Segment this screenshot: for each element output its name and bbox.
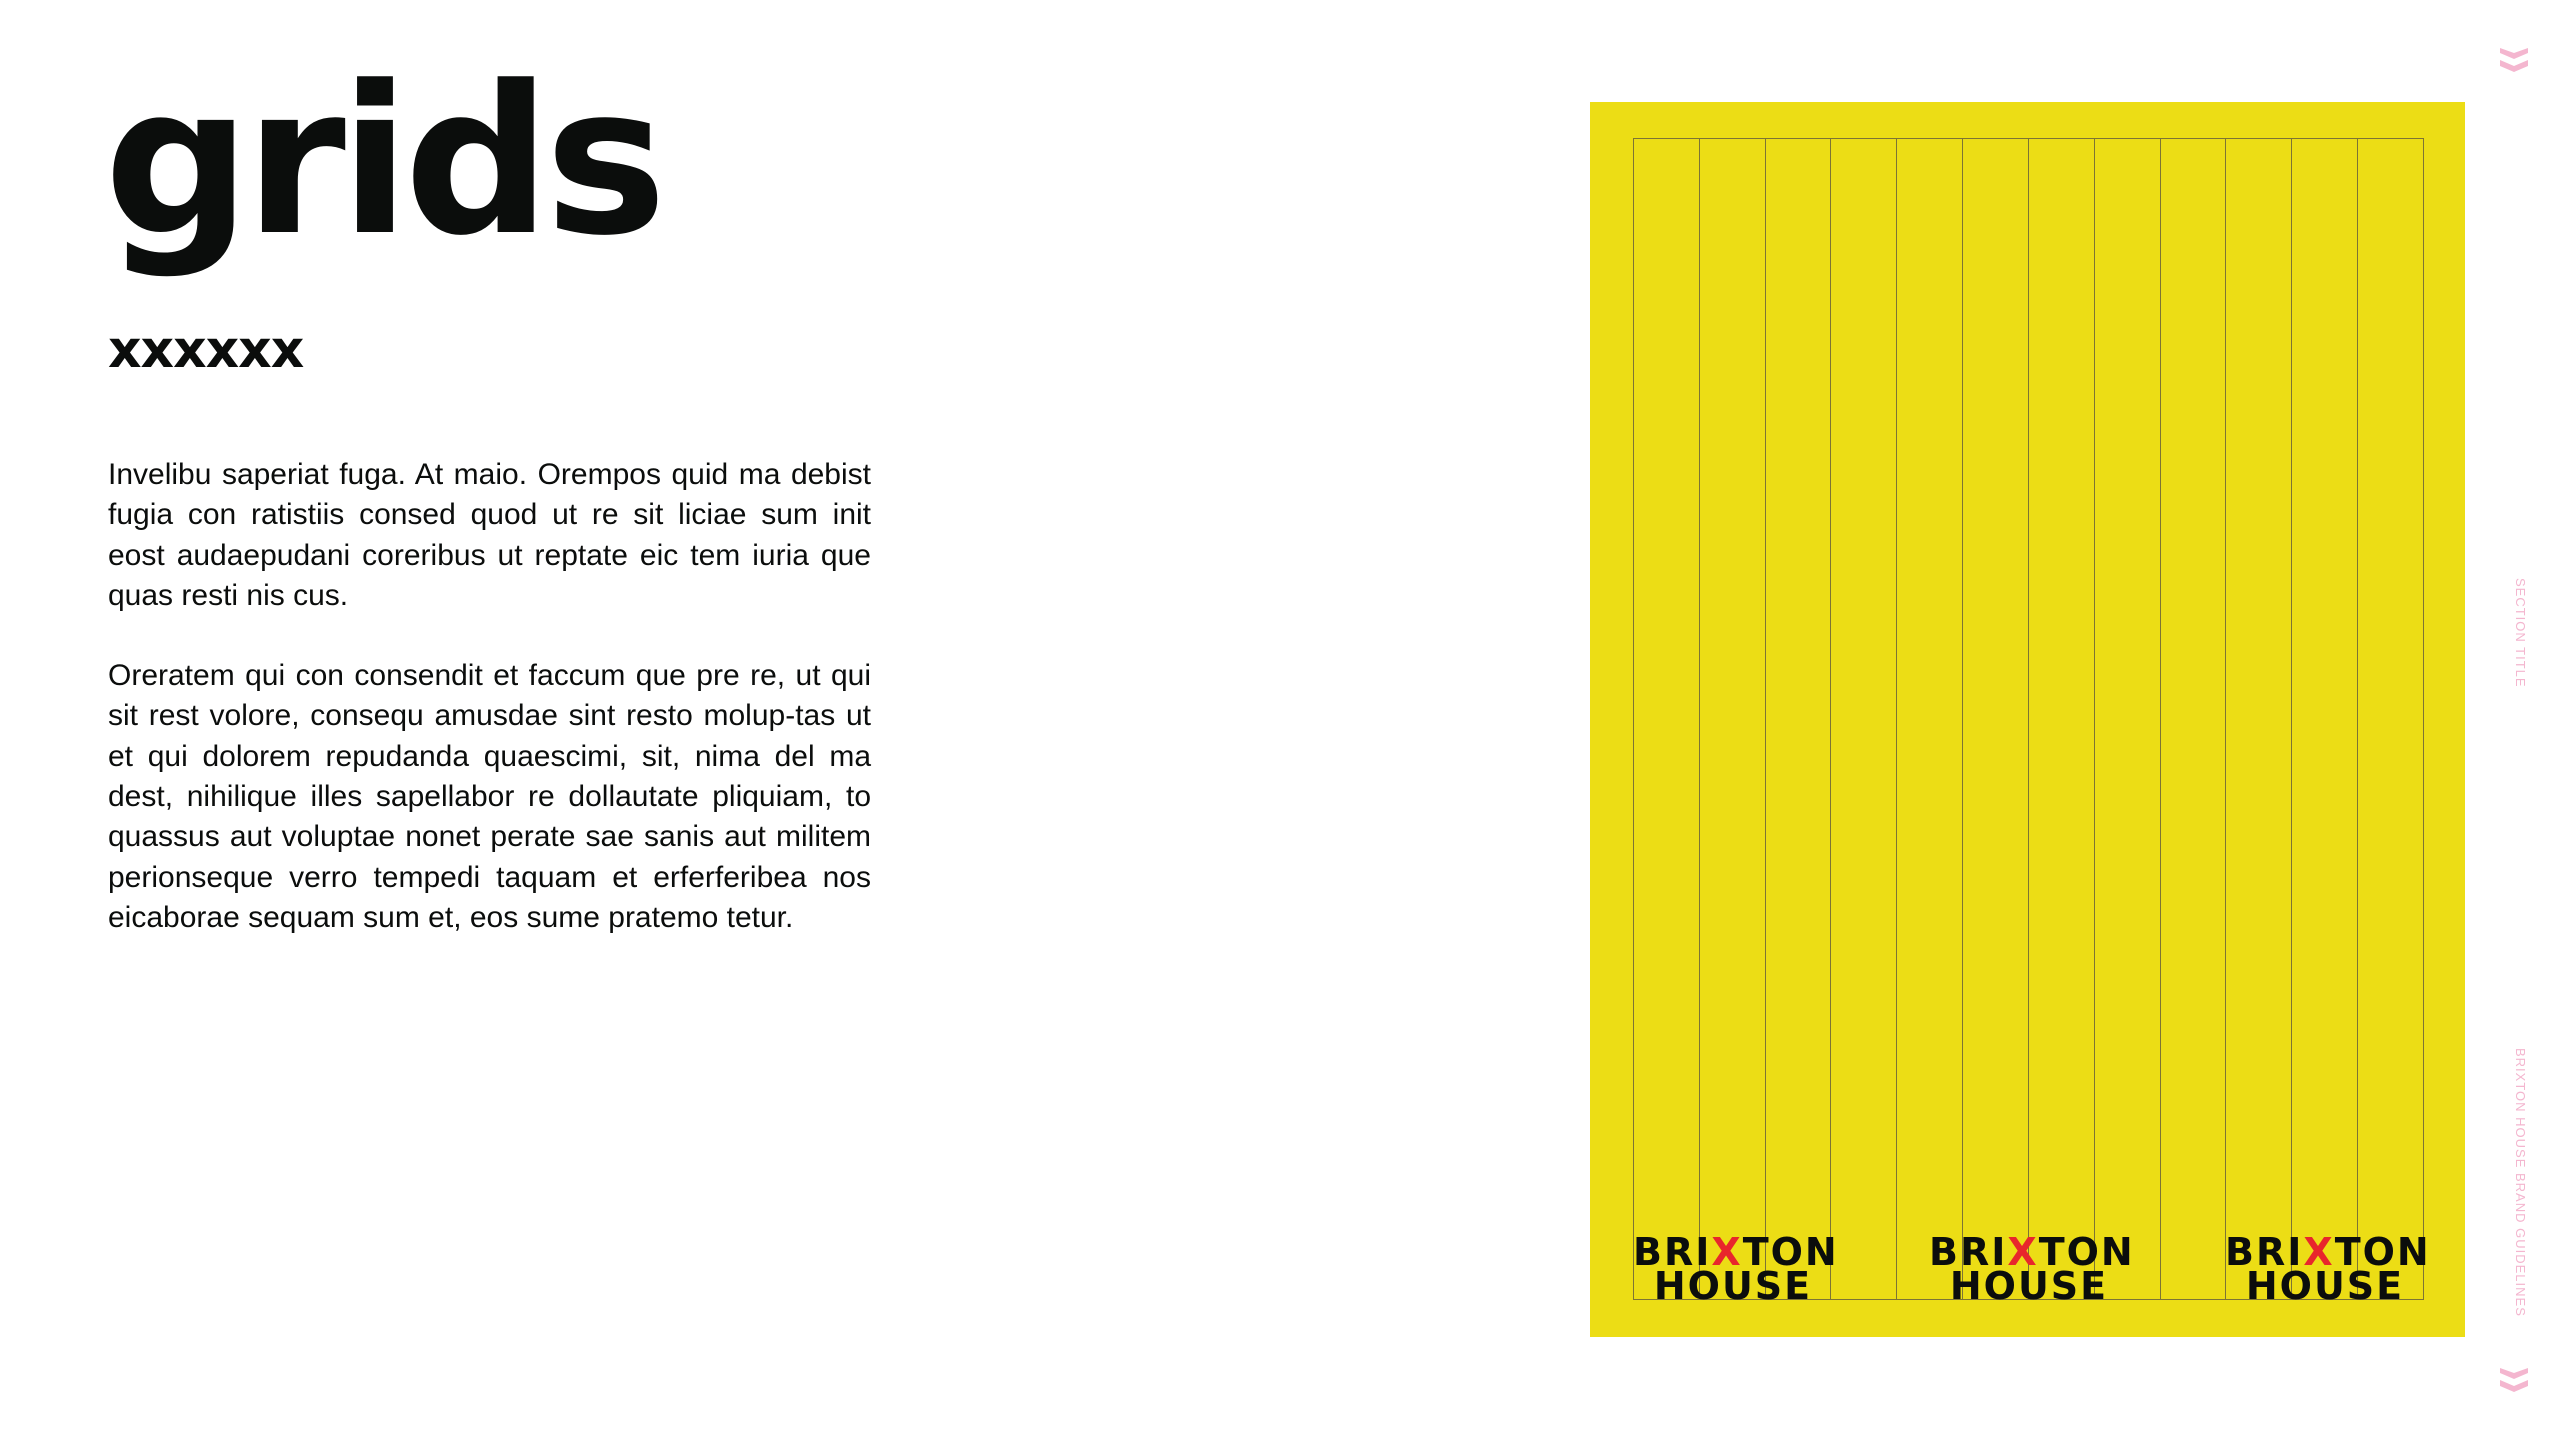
brand-guidelines-label: BRIXTON HOUSE BRAND GUIDELINES: [2513, 1048, 2528, 1317]
logo-text: BRI: [1633, 1230, 1712, 1274]
paragraph: Oreratem qui con consendit et faccum que pre re, ut qui sit rest volore, consequ amusdae sint resto molup-tas ut et qui dolorem repudanda quaescimi, sit, nima del ma dest, nihilique illes sapellabor re dollautate pliquiam, to quassus aut voluptae nonet perate sae sanis aut militem perionseque verro tempedi taquam et erferferibea nos eicaborae sequam sum et, eos sume pratemo tetur.: [108, 659, 871, 934]
grid-column: [2161, 139, 2227, 1299]
logo-text: BRI: [1929, 1230, 2008, 1274]
logo-x: X: [2303, 1230, 2335, 1274]
grid-column: [1634, 139, 1700, 1299]
body-text: [108, 455, 871, 978]
logo-text: HOUSE: [1949, 1264, 2109, 1308]
grid-column: [1831, 139, 1897, 1299]
grid-illustration: [1590, 102, 2465, 1337]
section-title-label: SECTION TITLE: [2513, 578, 2528, 688]
page-subtitle: xxxxxx: [108, 320, 304, 380]
grid-column: [1963, 139, 2029, 1299]
logo-x: X: [2007, 1230, 2039, 1274]
logo-text: TON: [2038, 1230, 2135, 1274]
chevron-down-icon[interactable]: [2500, 1368, 2528, 1398]
grid-column: [1700, 139, 1766, 1299]
brixton-house-logo: [2225, 1230, 2431, 1308]
grid-column: [2292, 139, 2358, 1299]
grid-column: [1897, 139, 1963, 1299]
grid-column: [2029, 139, 2095, 1299]
logo-text: HOUSE: [2245, 1264, 2405, 1308]
logo-text: HOUSE: [1653, 1264, 1813, 1308]
page-title: grids: [104, 43, 661, 281]
logo-text: TON: [2334, 1230, 2431, 1274]
logo-text: BRI: [2225, 1230, 2304, 1274]
grid-column: [2095, 139, 2161, 1299]
grid-column: [1766, 139, 1832, 1299]
brixton-house-logo: [1929, 1230, 2135, 1308]
logo-x: X: [1711, 1230, 1743, 1274]
grid-column: [2358, 139, 2423, 1299]
paragraph: Invelibu saperiat fuga. At maio. Orempos quid ma debist fugia con ratistiis consed quod ut re sit liciae sum init eost audaepudani coreribus ut reptate eic tem iuria que quas resti nis cus.: [108, 458, 871, 612]
grid-column: [2226, 139, 2292, 1299]
chevron-up-icon[interactable]: [2500, 48, 2528, 78]
brixton-house-logo: [1633, 1230, 1839, 1308]
logo-text: TON: [1742, 1230, 1839, 1274]
column-grid: [1633, 138, 2424, 1300]
